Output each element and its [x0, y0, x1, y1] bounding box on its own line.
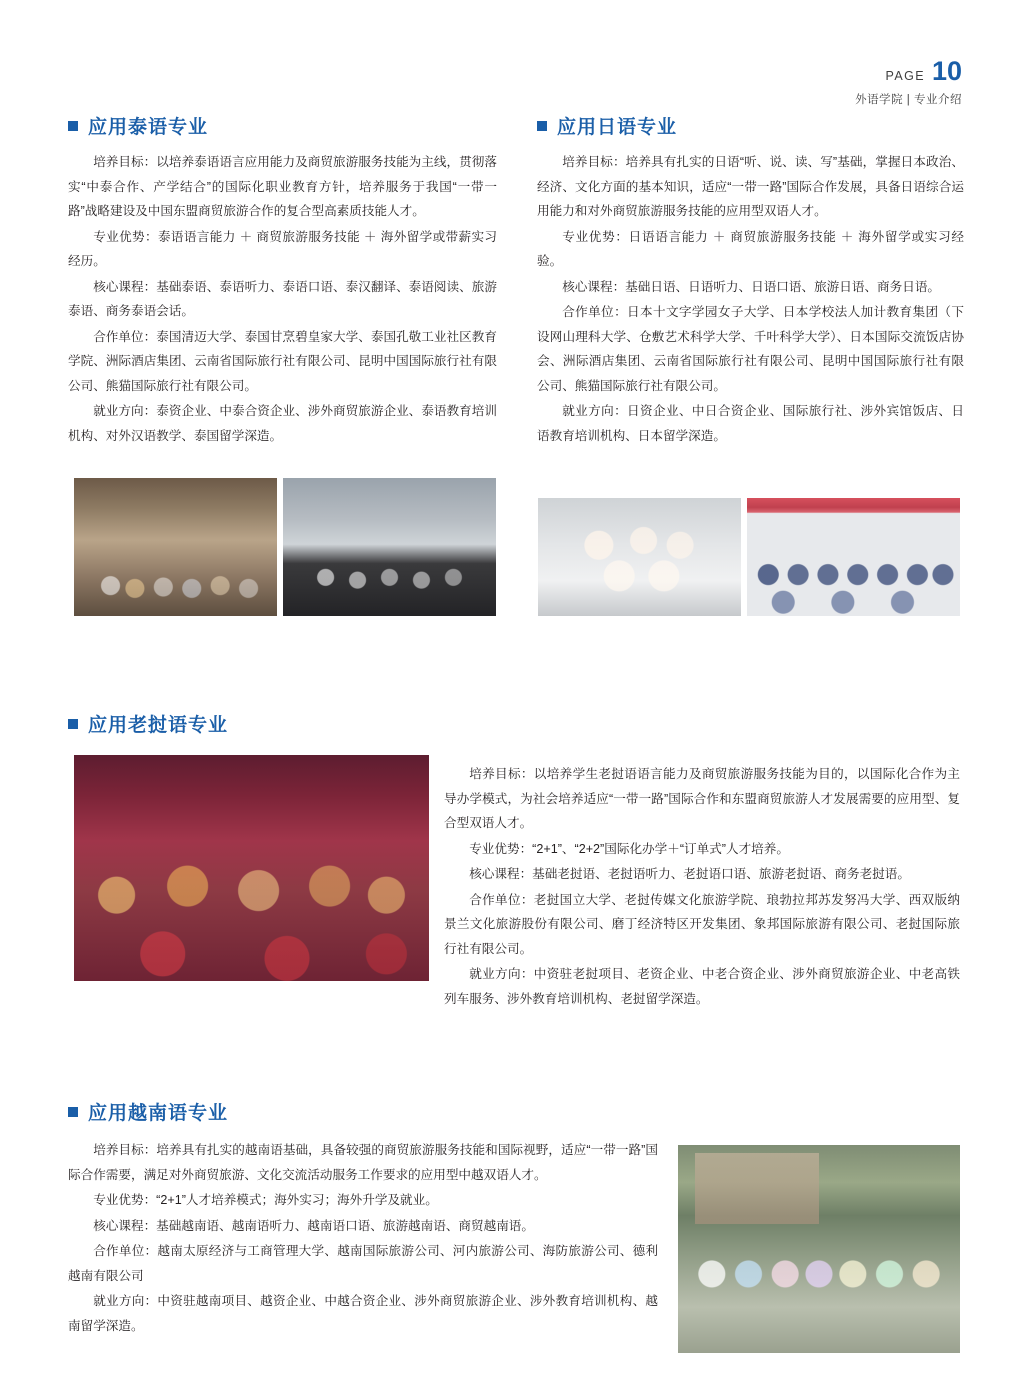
paragraph: 专业优势：泰语语言能力 ＋ 商贸旅游服务技能 ＋ 海外留学或带薪实习经历。 [68, 229, 497, 269]
section-heading-japanese [537, 112, 677, 139]
paragraph: 就业方向：日资企业、中日合资企业、国际旅行社、涉外宾馆饭店、日语教育培训机构、日本留学深造。 [537, 404, 964, 444]
paragraph: 就业方向：泰资企业、中泰合资企业、涉外商贸旅游企业、泰语教育培训机构、对外汉语教学、泰国留学深造。 [68, 404, 497, 444]
japanese-speech-contest-photo [747, 498, 960, 616]
paragraph: 合作单位：老挝国立大学、老挝传媒文化旅游学院、琅勃拉邦苏发努冯大学、西双版纳景兰文化旅游股份有限公司、磨丁经济特区开发集团、象邦国际旅游有限公司、老挝国际旅行社有限公司。 [444, 892, 960, 956]
breadcrumb: 外语学院 | 专业介绍 [855, 94, 962, 106]
paragraph: 专业优势：“2+1”、“2+2”国际化办学＋“订单式”人才培养。 [469, 841, 789, 856]
paragraph: 就业方向：中资驻越南项目、越资企业、中越合资企业、涉外商贸旅游企业、涉外教育培训机构、越南留学深造。 [68, 1294, 658, 1333]
section-title: 应用泰语专业 [88, 117, 209, 138]
paragraph: 培养目标：培养具有扎实的越南语基础，具备较强的商贸旅游服务技能和国际视野，适应“一带一路”国际合作需要，满足对外商贸旅游、文化交流活动服务工作要求的应用型中越双语人才。 [68, 1143, 658, 1182]
paragraph: 专业优势：“2+1”人才培养模式；海外实习；海外升学及就业。 [93, 1193, 438, 1208]
square-bullet-icon [68, 719, 78, 729]
paragraph: 合作单位：泰国清迈大学、泰国甘烹碧皇家大学、泰国孔敬工业社区教育学院、洲际酒店集团、云南省国际旅行社有限公司、昆明中国国际旅行社有限公司、熊猫国际旅行社有限公司。 [68, 329, 497, 393]
page-word-label: PAGE [885, 69, 925, 83]
paragraph: 培养目标：以培养学生老挝语语言能力及商贸旅游服务技能为目的，以国际化合作为主导办学模式，为社会培养适应“一带一路”国际合作和东盟商贸旅游人才发展需要的应用型、复合型双语人才。 [444, 767, 960, 831]
section-body-thai [68, 150, 497, 450]
page-number-line [855, 58, 962, 85]
page-header [855, 58, 962, 107]
section-heading-vietnamese [68, 1098, 228, 1125]
page-number: 10 [931, 56, 962, 86]
section-body-vietnamese [68, 1138, 658, 1339]
vietnamese-aodai-group-photo [678, 1145, 960, 1353]
section-heading-lao [68, 710, 228, 737]
section-body-lao [444, 762, 960, 1012]
lao-performance-stage-photo [74, 755, 429, 981]
section-title: 应用老挝语专业 [88, 715, 229, 736]
square-bullet-icon [68, 1107, 78, 1117]
paragraph: 核心课程：基础泰语、泰语听力、泰语口语、泰汉翻译、泰语阅读、旅游泰语、商务泰语会话。 [68, 279, 497, 319]
paragraph: 核心课程：基础老挝语、老挝语听力、老挝语口语、旅游老挝语、商务老挝语。 [469, 867, 910, 882]
paragraph: 合作单位：越南太原经济与工商管理大学、越南国际旅游公司、河内旅游公司、海防旅游公司、德利越南有限公司 [68, 1244, 658, 1283]
section-title: 应用越南语专业 [88, 1103, 229, 1124]
paragraph: 培养目标：以培养泰语语言应用能力及商贸旅游服务技能为主线，贯彻落实“中泰合作、产学结合”的国际化职业教育方针，培养服务于我国“一带一路”战略建设及中国东盟商贸旅游合作的复合型高素质技能人才。 [68, 155, 497, 219]
section-title: 应用日语专业 [557, 117, 678, 138]
paragraph: 核心课程：基础日语、日语听力、日语口语、旅游日语、商务日语。 [562, 279, 940, 294]
paragraph: 合作单位：日本十文字学园女子大学、日本学校法人加计教育集团（下设网山理科大学、仓敷艺术科学大学、千叶科学大学）、日本国际交流饭店协会、洲际酒店集团、云南省国际旅行社有限公司、昆明中国国际旅行社有限公司、熊猫国际旅行社有限公司。 [537, 305, 964, 393]
thai-group-photo-indoor [74, 478, 277, 616]
thai-group-photo-campus [283, 478, 496, 616]
section-body-japanese [537, 150, 964, 450]
paragraph: 培养目标：培养具有扎实的日语“听、说、读、写”基础，掌握日本政治、经济、文化方面的基本知识，适应“一带一路”国际合作发展，具备日语综合运用能力和对外商贸旅游服务技能的应用型双语人才。 [537, 155, 964, 219]
japanese-teachers-group-photo [538, 498, 741, 616]
section-heading-thai [68, 112, 208, 139]
paragraph: 核心课程：基础越南语、越南语听力、越南语口语、旅游越南语、商贸越南语。 [93, 1218, 534, 1233]
square-bullet-icon [68, 121, 78, 131]
paragraph: 专业优势：日语语言能力 ＋ 商贸旅游服务技能 ＋ 海外留学或实习经验。 [537, 229, 964, 269]
paragraph: 就业方向：中资驻老挝项目、老资企业、中老合资企业、涉外商贸旅游企业、中老高铁列车服务、涉外教育培训机构、老挝留学深造。 [444, 967, 960, 1006]
square-bullet-icon [537, 121, 547, 131]
